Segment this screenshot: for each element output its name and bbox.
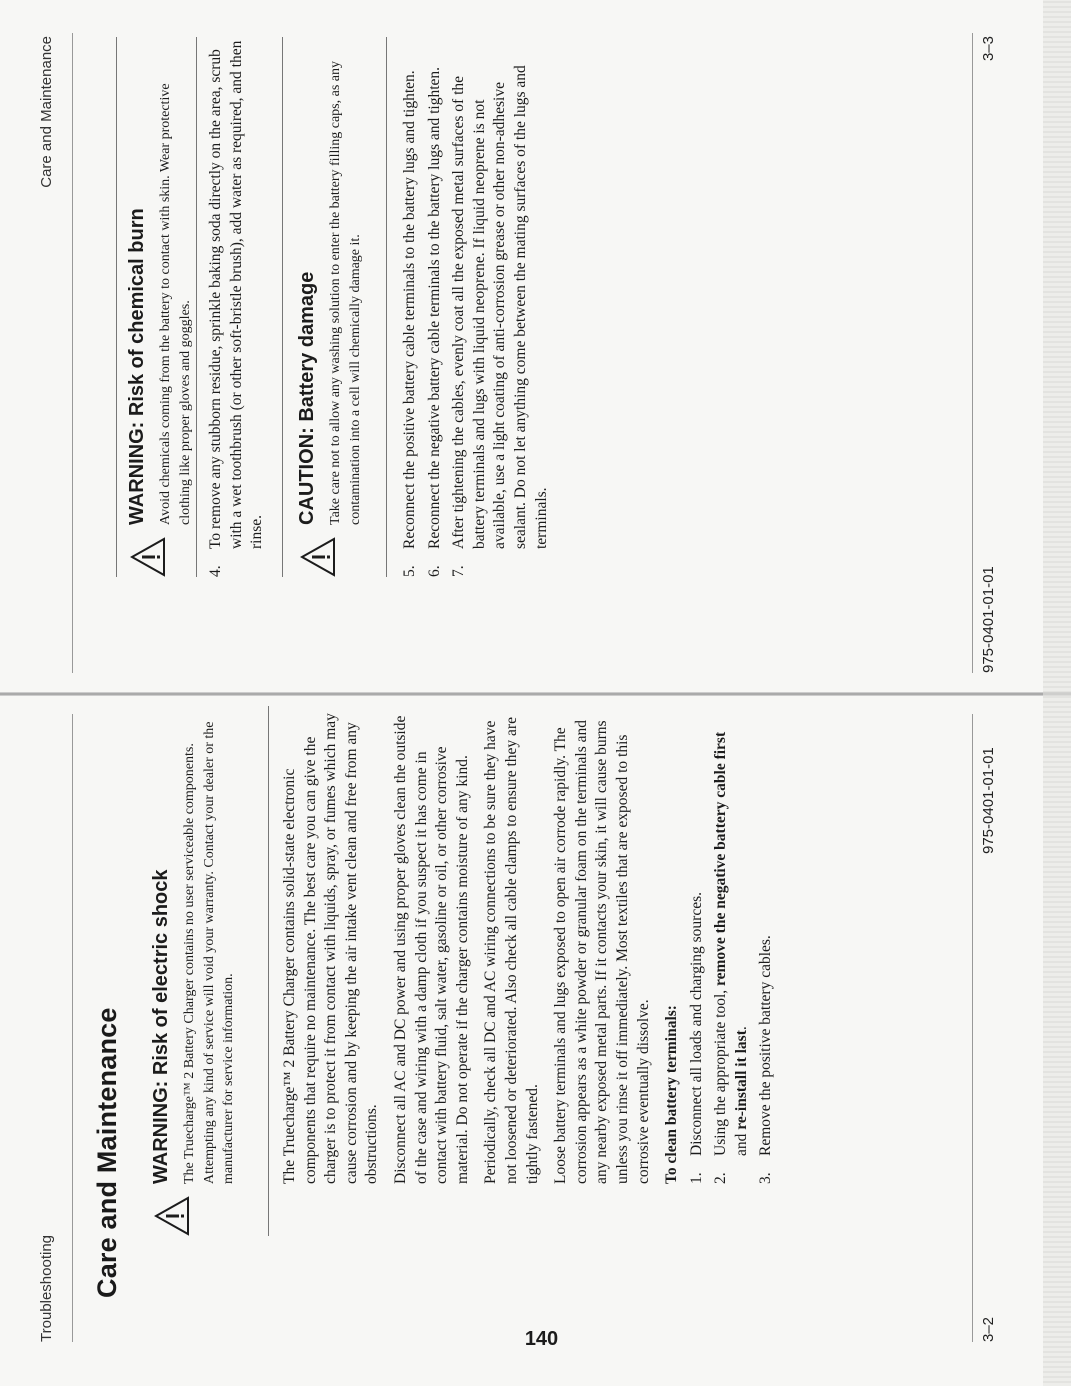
divider [196,37,197,577]
step-text: Remove the positive battery cables. [757,935,775,1156]
warning-triangle-icon [154,1196,190,1236]
page-stamp [524,1323,559,1356]
warning-body: The Truecharge™ 2 Battery Charger contains no user serviceable components. Attempting any kind of service will void your warranty. Contact your dealer or the manufacturer for service information. [182,721,236,1184]
step-text: To remove any stubborn residue, sprinkle baking soda directly on the area, scrub with a wet toothbrush (or other soft-bristle brush), add water as required, and then rinse. [207,40,266,549]
left-page [0,693,1071,1386]
header-rule [72,714,73,1342]
page-number: 3–2 [980,1316,997,1342]
list-item [756,706,777,1184]
main-body [280,706,781,1184]
step-number: 3. [757,1172,775,1184]
steps-list [687,706,777,1184]
caution-body: Take care not to allow any washing solution to enter the battery filling caps, as any contamination into a cell will chemically damage it. [328,61,363,525]
list-item [400,37,421,577]
steps-list [206,37,268,577]
list-item [711,706,752,1184]
running-head: Troubleshooting [38,1234,55,1342]
step-emphasis: remove the negative battery cable first [712,731,730,986]
page-number: 3–3 [980,36,997,62]
warning-heading: WARNING: Risk of chemical burn [126,208,148,525]
step-number: 2. [712,1172,730,1184]
step-text: Using the appropriate tool, [712,985,730,1156]
page-stamp-text: 140 [524,1327,559,1350]
subheading: To clean battery terminals: [663,1005,681,1184]
paragraph: Loose battery terminals and lugs exposed to open air corrode rapidly. The corrosion appears as a white powder or granular foam on the terminals and any nearby exposed metal parts. If it contacts your skin, it will cause burns unless you rinse it off immediately. Most textiles that are exposed to this corrosive eventually dissolve. [552,720,652,1184]
caution-heading: CAUTION: Battery damage [296,271,318,525]
document-number: 975-0401-01-01 [980,566,997,673]
step-text: Reconnect the positive battery cable terminals to the battery lugs and tighten. [401,70,418,549]
step-number: 1. [687,1172,705,1184]
divider [282,37,283,577]
steps-5-7-block [400,37,556,577]
paragraph: Disconnect all AC and DC power and using proper gloves clean the outside of the case and wiring with a damp cloth if you suspect it has come in contact with battery fluid, salt water, gasoline or oil, or other corrosive material. Do not operate if the charger contains moisture of any kind. [391,715,471,1184]
step-number: 5. [401,565,418,577]
paragraph: Periodically, check all DC and AC wiring connections to be sure they have not loosened or deteriorated. Also check all cable clamps to ensure they are tightly fastened. [482,717,541,1184]
list-item [449,37,552,577]
step-emphasis: re-install it last [732,1030,750,1130]
list-item [425,37,446,577]
header-rule [72,33,73,673]
step-text: . [732,1026,750,1031]
step-text: and [732,1129,750,1156]
step-number: 6. [425,565,443,577]
steps-list [400,37,552,577]
divider [116,37,117,577]
chapter-title: Care and Maintenance [92,1007,122,1298]
step-4-block [206,37,272,577]
step-number: 4. [207,565,224,577]
scan-edge [1043,0,1071,1386]
step-text: Disconnect all loads and charging sources. [687,892,705,1156]
document-number: 975-0401-01-01 [980,747,997,854]
footer-rule [972,714,973,1342]
list-item [687,706,708,1184]
footer-rule [972,33,973,673]
divider [268,706,269,1236]
step-number: 7. [450,565,468,577]
warning-heading: WARNING: Risk of electric shock [150,869,172,1184]
list-item [206,37,268,577]
step-text: After tightening the cables, evenly coat all the exposed metal surfaces of the battery terminals and lugs with liquid neoprene. If liquid neoprene is not available, use a light coating of anti-corrosion grease or other non-adhesive sealant. Do not let anything come between the mating surfaces of the lugs and terminals. [450,65,550,549]
running-head: Care and Maintenance [38,36,55,188]
warning-triangle-icon [130,537,166,577]
step-text: Reconnect the negative battery cable terminals to the battery lugs and tighten. [425,66,443,549]
divider [386,37,387,577]
caution-triangle-icon [300,537,336,577]
warning-body: Avoid chemicals coming from the battery to contact with skin. Wear protective clothing like proper gloves and goggles. [158,83,193,525]
paragraph: The Truecharge™ 2 Battery Charger contains solid-state electronic components that require no maintenance. The best care you can give the charger is to protect it from contact with liquids, spray, or fumes which may cause corrosion and by keeping the air intake vent clean and free from any obstructions. [281,713,381,1184]
